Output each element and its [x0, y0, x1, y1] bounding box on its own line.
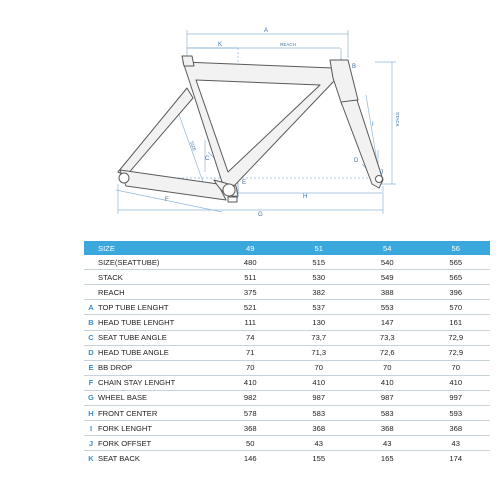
row-name: TOP TUBE LENGHT — [98, 302, 169, 312]
row-name: HEAD TUBE ANGLE — [98, 348, 169, 358]
row-value: 71,3 — [311, 348, 327, 358]
row-name: FRONT CENTER — [98, 408, 158, 418]
front-dropout — [376, 176, 383, 183]
row-value: 583 — [380, 408, 394, 418]
row-name: SEAT TUBE ANGLE — [98, 333, 167, 343]
row-letter: H — [88, 408, 94, 418]
table-row — [84, 315, 490, 330]
row-letter: F — [88, 378, 94, 388]
table-row — [84, 285, 490, 300]
row-value: 368 — [243, 423, 257, 433]
row-value: 147 — [380, 318, 394, 328]
label-i: I — [372, 122, 374, 128]
row-value: 73,7 — [311, 333, 327, 343]
geometry-table — [84, 241, 490, 465]
header-letter-cell — [84, 241, 98, 255]
row-letter: E — [88, 363, 94, 373]
row-value: 593 — [449, 408, 463, 418]
row-letter: K — [88, 453, 94, 463]
row-value: 410 — [312, 378, 326, 388]
row-value: 368 — [380, 423, 394, 433]
fork — [341, 100, 383, 188]
table-row — [84, 345, 490, 360]
label-h: H — [303, 194, 308, 200]
derailleur-mount — [228, 197, 237, 202]
row-letter: J — [88, 438, 94, 448]
label-size: SIZE — [189, 140, 198, 152]
row-value: 174 — [449, 453, 463, 463]
row-value: 549 — [380, 272, 394, 282]
row-value: 997 — [449, 393, 463, 403]
row-value: 530 — [312, 272, 326, 282]
row-value: 146 — [243, 453, 257, 463]
label-a: A — [263, 28, 269, 34]
row-value: 130 — [312, 318, 326, 328]
row-name: SIZE(SEATTUBE) — [98, 257, 160, 267]
bike-frame — [118, 56, 383, 202]
row-value: 565 — [449, 257, 463, 267]
row-value: 70 — [451, 363, 460, 373]
row-value: 987 — [312, 393, 326, 403]
row-name: FORK LENGHT — [98, 423, 153, 433]
row-value: 70 — [383, 363, 392, 373]
row-value: 72,6 — [379, 348, 395, 358]
row-letter: A — [88, 302, 94, 312]
label-stack: STACK — [395, 112, 400, 127]
row-value: 540 — [380, 257, 394, 267]
table-row — [84, 300, 490, 315]
row-value: 537 — [312, 302, 326, 312]
row-value: 583 — [312, 408, 326, 418]
table-row — [84, 451, 490, 466]
seat-clamp — [182, 56, 194, 66]
row-value: 50 — [246, 438, 255, 448]
row-value: 111 — [244, 318, 257, 328]
row-value: 480 — [243, 257, 257, 267]
row-name: SEAT BACK — [98, 453, 140, 463]
table-row — [84, 375, 490, 390]
table-header-row — [84, 241, 490, 255]
row-value: 43 — [383, 438, 392, 448]
row-letter — [84, 255, 98, 270]
header-size-51: 51 — [285, 241, 354, 255]
row-value: 368 — [312, 423, 326, 433]
row-value: 410 — [380, 378, 394, 388]
label-f: F — [165, 197, 169, 203]
table-row — [84, 406, 490, 421]
row-letter: B — [88, 318, 94, 328]
row-letter — [84, 285, 98, 300]
row-letter: G — [88, 393, 94, 403]
chain-stay — [120, 170, 226, 200]
row-name: BB DROP — [98, 363, 133, 373]
row-value: 388 — [380, 287, 394, 297]
table-row — [84, 255, 490, 270]
row-value: 43 — [314, 438, 323, 448]
row-value: 70 — [246, 363, 255, 373]
row-letter: I — [89, 423, 93, 433]
row-name: WHEEL BASE — [98, 393, 148, 403]
row-value: 515 — [312, 257, 326, 267]
bottom-bracket — [223, 184, 235, 196]
row-name: FORK OFFSET — [98, 438, 152, 448]
row-value: 368 — [449, 423, 463, 433]
header-size-label: SIZE — [98, 241, 216, 255]
row-value: 382 — [312, 287, 326, 297]
row-value: 982 — [243, 393, 257, 403]
row-name: HEAD TUBE LENGHT — [98, 318, 175, 328]
row-value: 165 — [380, 453, 394, 463]
row-value: 410 — [243, 378, 257, 388]
table-row — [84, 436, 490, 451]
label-c: C — [205, 156, 210, 162]
table-row — [84, 330, 490, 345]
label-b: B — [352, 64, 357, 70]
row-value: 74 — [246, 333, 255, 343]
row-value: 410 — [449, 378, 463, 388]
row-letter — [84, 270, 98, 285]
table-row — [84, 360, 490, 375]
label-j: J — [380, 170, 383, 176]
row-value: 511 — [244, 272, 257, 282]
row-value: 72,9 — [448, 348, 464, 358]
row-value: 553 — [380, 302, 394, 312]
row-name: STACK — [98, 272, 123, 282]
label-g: G — [258, 212, 263, 218]
row-value: 70 — [314, 363, 323, 373]
row-value: 578 — [243, 408, 257, 418]
row-name: REACH — [98, 287, 125, 297]
table-row — [84, 270, 490, 285]
row-value: 565 — [449, 272, 463, 282]
row-letter: C — [88, 333, 94, 343]
row-value: 375 — [243, 287, 257, 297]
label-d: D — [354, 158, 359, 164]
label-e: E — [242, 180, 247, 186]
header-size-54: 54 — [353, 241, 422, 255]
label-k: K — [217, 42, 223, 48]
row-value: 161 — [449, 318, 463, 328]
row-value: 71 — [246, 348, 255, 358]
row-value: 43 — [451, 438, 460, 448]
header-size-56: 56 — [422, 241, 491, 255]
row-letter: D — [88, 348, 94, 358]
seat-stay — [118, 88, 193, 176]
table-row — [84, 390, 490, 405]
row-value: 396 — [449, 287, 463, 297]
rear-dropout — [119, 173, 129, 183]
row-value: 521 — [243, 302, 257, 312]
row-name: CHAIN STAY LENGHT — [98, 378, 176, 388]
table-row — [84, 421, 490, 436]
row-value: 987 — [380, 393, 394, 403]
row-value: 73,3 — [379, 333, 395, 343]
row-value: 570 — [449, 302, 463, 312]
row-value: 72,9 — [448, 333, 464, 343]
frame-geometry-diagram — [0, 0, 500, 240]
label-reach: REACH — [280, 42, 296, 47]
row-value: 155 — [312, 453, 326, 463]
header-size-49: 49 — [216, 241, 285, 255]
